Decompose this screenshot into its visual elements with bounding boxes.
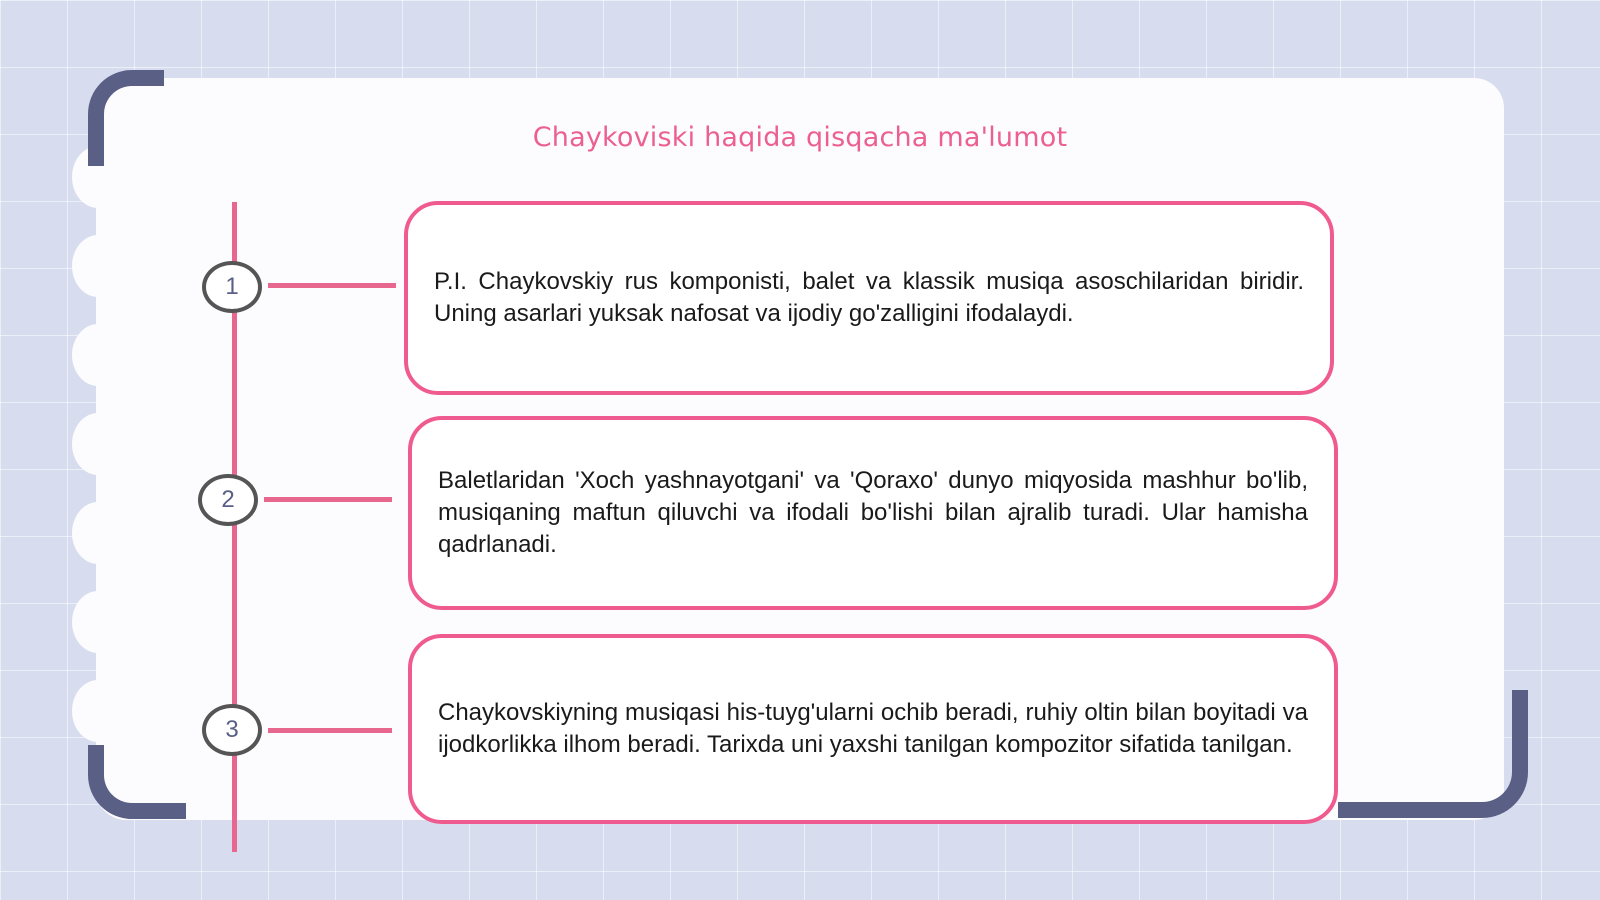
notebook-scallop: [72, 413, 124, 475]
step-number: 2: [221, 486, 235, 513]
notebook-scallop: [72, 324, 124, 386]
info-text: Baletlaridan 'Xoch yashnayotgani' va 'Qoraxo' dunyo miqyosida mashhur bo'lib, musiqaning maftun qiluvchi va ifodali bo'lishi bilan ajralib turadi. Ular hamisha qadrlanadi.: [438, 467, 1308, 558]
frame-corner-bottom-right: [1338, 690, 1528, 818]
info-text: P.I. Chaykovskiy rus komponisti, balet va klassik musiqa asoschilaridan biridir. Uning asarlari yuksak nafosat va ijodiy go'zalligini ifodalaydi.: [434, 268, 1304, 327]
info-box: [404, 201, 1334, 395]
info-box: [408, 634, 1338, 824]
notebook-scallop: [72, 680, 124, 742]
step-number: 1: [225, 273, 239, 300]
notebook-scallop: [72, 235, 124, 297]
slide-title: Chaykoviski haqida qisqacha ma'lumot: [532, 122, 1068, 153]
info-box: [408, 416, 1338, 610]
frame-corner-bottom-left: [88, 745, 186, 819]
notebook-scallop: [72, 502, 124, 564]
step-number-badge: [198, 474, 258, 526]
notebook-scallop: [72, 591, 124, 653]
timeline-connector: [268, 283, 396, 288]
timeline-connector: [264, 497, 392, 502]
step-number: 3: [225, 716, 239, 743]
info-text: Chaykovskiyning musiqasi his-tuyg'ularni ochib beradi, ruhiy oltin bilan boyitadi va ijodkorlikka ilhom beradi. Tarixda uni yaxshi tanilgan kompozitor sifatida tanilgan.: [438, 699, 1308, 758]
step-number-badge: [202, 704, 262, 756]
timeline-connector: [268, 728, 392, 733]
step-number-badge: [202, 261, 262, 313]
